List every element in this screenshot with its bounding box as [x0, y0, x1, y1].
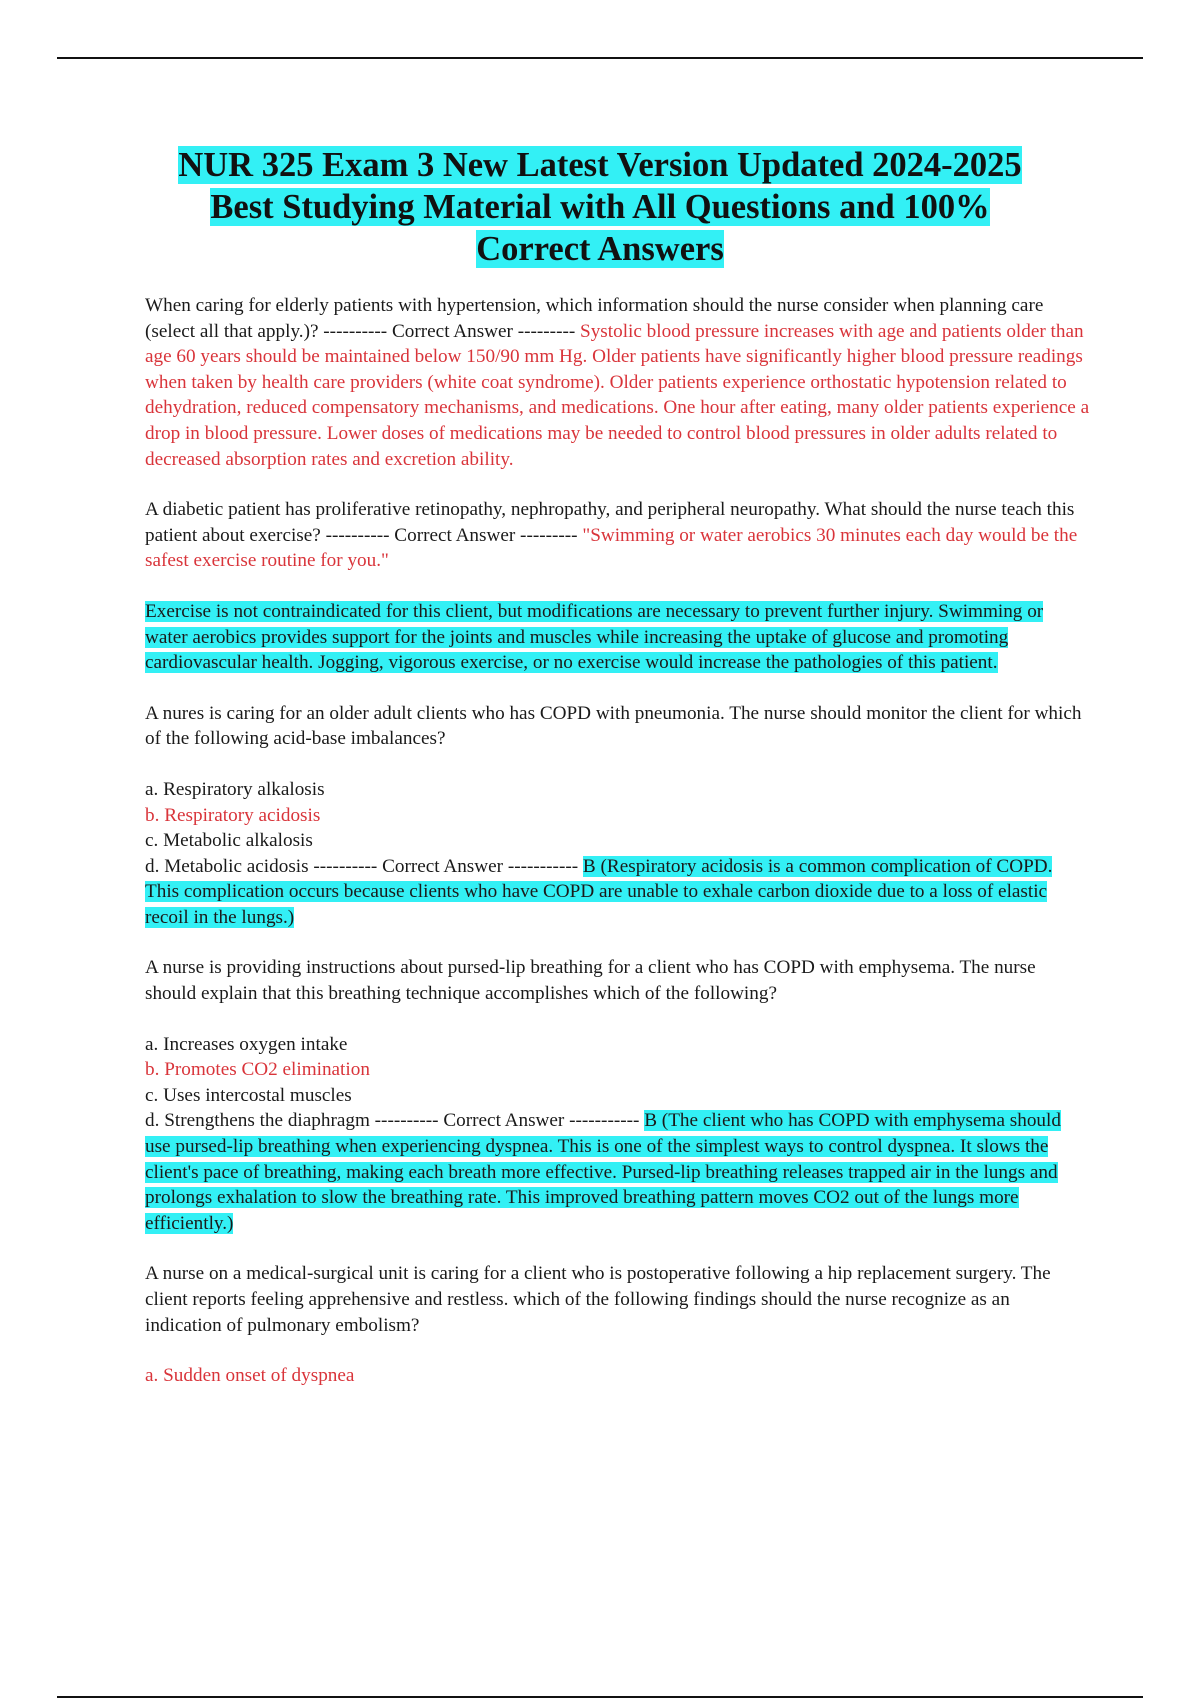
question-2-text: A diabetic patient has proliferative retinopathy, nephropathy, and peripheral neuropathy. What should the nurse teach this patient about exercise? — [145, 499, 1075, 546]
top-rule — [57, 57, 1143, 59]
title-line-2: Best Studying Material with All Questions and 100% — [210, 188, 990, 226]
document-body — [145, 293, 1090, 1389]
option-c: c. Metabolic alkalosis — [145, 830, 313, 852]
option-a-correct: a. Sudden onset of dyspnea — [145, 1365, 355, 1387]
question-2-rationale — [145, 599, 1090, 676]
option-b-correct: b. Respiratory acidosis — [145, 804, 321, 826]
correct-answer-separator: ---------- Correct Answer ----------- — [369, 1110, 645, 1132]
question-4 — [145, 955, 1090, 1006]
option-a: a. Increases oxygen intake — [145, 1033, 348, 1055]
question-1 — [145, 293, 1090, 472]
question-4-text: A nurse is providing instructions about pursed-lip breathing for a client who has COPD with emphysema. The nurse should explain that this breathing technique accomplishes which of the following? — [145, 957, 1036, 1005]
bottom-rule — [57, 1696, 1143, 1698]
question-1-text: When caring for elderly patients with hypertension, which information should the nurse consider when planning care (select all that apply.)? — [145, 295, 1044, 342]
question-5-options — [145, 1363, 1090, 1389]
question-1-answer: Systolic blood pressure increases with age and patients older than age 60 years should be maintained below 150/90 mm Hg. Older patients have significantly higher blood pressure readings when taken by health care providers (white coat syndrome). Older patients experience orthostatic hypotension related to dehydration, reduced compensatory mechanisms, and medications. One hour after eating, many older patients experience a drop in blood pressure. Lower doses of medications may be needed to control blood pressures in older adults related to decreased absorption rates and excretion ability. — [145, 320, 1090, 470]
question-4-answer: B (The client who has COPD with emphysema should use pursed-lip breathing when experiencing dyspnea. This is one of the simplest ways to control dyspnea. It slows the client's pace of breathing, making each breath more effective. Pursed-lip breathing releases trapped air in the lungs and prolongs exhalation to slow the breathing rate. This improved breathing pattern moves CO2 out of the lungs more efficiently.) — [145, 1110, 1061, 1234]
question-3-text: A nures is caring for an older adult clients who has COPD with pneumonia. The nurse should monitor the client for which of the following acid-base imbalances? — [145, 702, 1082, 750]
question-4-options — [145, 1032, 1090, 1237]
question-2-answer: "Swimming or water aerobics 30 minutes each day would be the safest exercise routine for you." — [145, 524, 1078, 572]
option-d: d. Strengthens the diaphragm — [145, 1110, 370, 1132]
option-a: a. Respiratory alkalosis — [145, 778, 325, 800]
question-5 — [145, 1261, 1090, 1338]
document-title — [100, 144, 1100, 270]
correct-answer-separator: ---------- Correct Answer --------- — [318, 320, 581, 342]
title-line-3: Correct Answers — [476, 230, 724, 268]
question-5-text: A nurse on a medical-surgical unit is caring for a client who is postoperative following a hip replacement surgery. The client reports feeling apprehensive and restless. which of the following findings should the nurse recognize as an indication of pulmonary embolism? — [145, 1263, 1051, 1336]
title-line-1: NUR 325 Exam 3 New Latest Version Updated 2024-2025 — [178, 146, 1022, 184]
option-d: d. Metabolic acidosis — [145, 855, 309, 877]
option-c: c. Uses intercostal muscles — [145, 1084, 352, 1106]
question-3 — [145, 701, 1090, 752]
question-2 — [145, 497, 1090, 574]
question-2-rationale-text: Exercise is not contraindicated for this client, but modifications are necessary to prevent further injury. Swimming or water aerobics provides support for the joints and muscles while increasing the uptake of glucose and promoting cardiovascular health. Jogging, vigorous exercise, or no exercise would increase the pathologies of this patient. — [145, 600, 1044, 674]
correct-answer-separator: ---------- Correct Answer ----------- — [308, 855, 583, 877]
option-b-correct: b. Promotes CO2 elimination — [145, 1059, 370, 1081]
correct-answer-separator: ---------- Correct Answer --------- — [320, 524, 583, 546]
question-3-answer: B (Respiratory acidosis is a common complication of COPD. This complication occurs because clients who have COPD are unable to exhale carbon dioxide due to a loss of elastic recoil in the lungs.) — [145, 855, 1053, 928]
question-3-options — [145, 777, 1090, 931]
